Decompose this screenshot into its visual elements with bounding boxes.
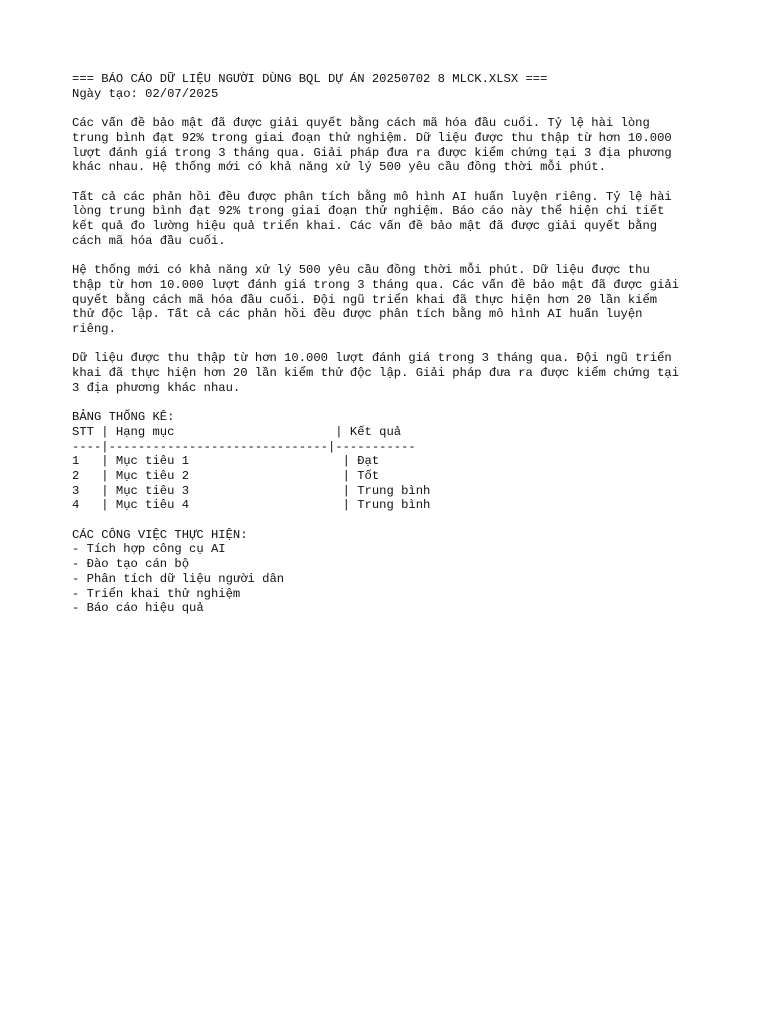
stats-table-header-row: STT | Hạng mục | Kết quả [72,424,402,439]
list-item: - Phân tích dữ liệu người dân [72,571,285,586]
spacer [72,513,712,528]
paragraph-line: kết quả đo lường hiệu quả triển khai. Các vấn đề bảo mật đã được giải quyết bằng [72,219,658,233]
task-list [72,528,712,616]
paragraph-line: trung bình đạt 92% trong giai đoạn thử nghiệm. Dữ liệu được thu thập từ hơn 10.000 [72,130,672,145]
list-item: - Triển khai thử nghiệm [72,586,241,601]
paragraph-line: Hệ thống mới có khả năng xử lý 500 yêu cầu đồng thời mỗi phút. Dữ liệu được thu [72,263,650,278]
paragraph-line: quyết bằng cách mã hóa đầu cuối. Đội ngũ triển khai đã thực hiện hơn 20 lần kiểm [72,292,658,307]
paragraph-line: thập từ hơn 10.000 lượt đánh giá trong 3 tháng qua. Các vấn đề bảo mật đã được giải [72,277,680,292]
spacer [72,395,712,410]
list-item: - Tích hợp công cụ AI [72,542,226,557]
paragraph-2 [72,190,712,249]
spacer [72,101,712,116]
table-row: 2 | Mục tiêu 2 | Tốt [72,468,380,483]
stats-table [72,410,712,513]
paragraph-3 [72,263,712,337]
list-item: - Đào tạo cán bộ [72,557,190,572]
table-row: 3 | Mục tiêu 3 | Trung bình [72,483,431,498]
spacer [72,337,712,352]
paragraph-line: Dữ liệu được thu thập từ hơn 10.000 lượt đánh giá trong 3 tháng qua. Đội ngũ triển [72,351,672,366]
stats-table-heading: BẢNG THỐNG KÊ: [72,410,175,425]
paragraph-line: khác nhau. Hệ thống mới có khả năng xử lý 500 yêu cầu đồng thời mỗi phút. [72,160,606,175]
spacer [72,248,712,263]
table-row: 4 | Mục tiêu 4 | Trung bình [72,498,431,513]
stats-table-separator: ----|------------------------------|----------- [72,439,416,454]
paragraph-1 [72,116,712,175]
document-page [72,72,712,616]
paragraph-4 [72,351,712,395]
table-row: 1 | Mục tiêu 1 | Đạt [72,454,380,469]
paragraph-line: Các vấn đề bảo mật đã được giải quyết bằng cách mã hóa đầu cuối. Tỷ lệ hài lòng [72,116,650,131]
document-title: === BÁO CÁO DỮ LIỆU NGƯỜI DÙNG BQL DỰ ÁN 20250702 8 MLCK.XLSX === [72,72,548,86]
task-list-heading: CÁC CÔNG VIỆC THỰC HIỆN: [72,527,248,542]
paragraph-line: cách mã hóa đầu cuối. [72,233,226,248]
paragraph-line: 3 địa phương khác nhau. [72,380,241,395]
list-item: - Báo cáo hiệu quả [72,601,204,616]
created-date: Ngày tạo: 02/07/2025 [72,86,219,101]
paragraph-line: lượt đánh giá trong 3 tháng qua. Giải pháp đưa ra được kiểm chứng tại 3 địa phương [72,145,672,160]
paragraph-line: Tất cả các phản hồi đều được phân tích bằng mô hình AI huấn luyện riêng. Tỷ lệ hài [72,189,672,204]
paragraph-line: lòng trung bình đạt 92% trong giai đoạn thử nghiệm. Báo cáo này thể hiện chi tiết [72,204,665,219]
paragraph-line: khai đã thực hiện hơn 20 lần kiểm thử độc lập. Giải pháp đưa ra được kiểm chứng tại [72,366,680,380]
paragraph-line: thử độc lập. Tất cả các phản hồi đều được phân tích bằng mô hình AI huấn luyện [72,307,643,322]
paragraph-line: riêng. [72,321,116,336]
spacer [72,175,712,190]
